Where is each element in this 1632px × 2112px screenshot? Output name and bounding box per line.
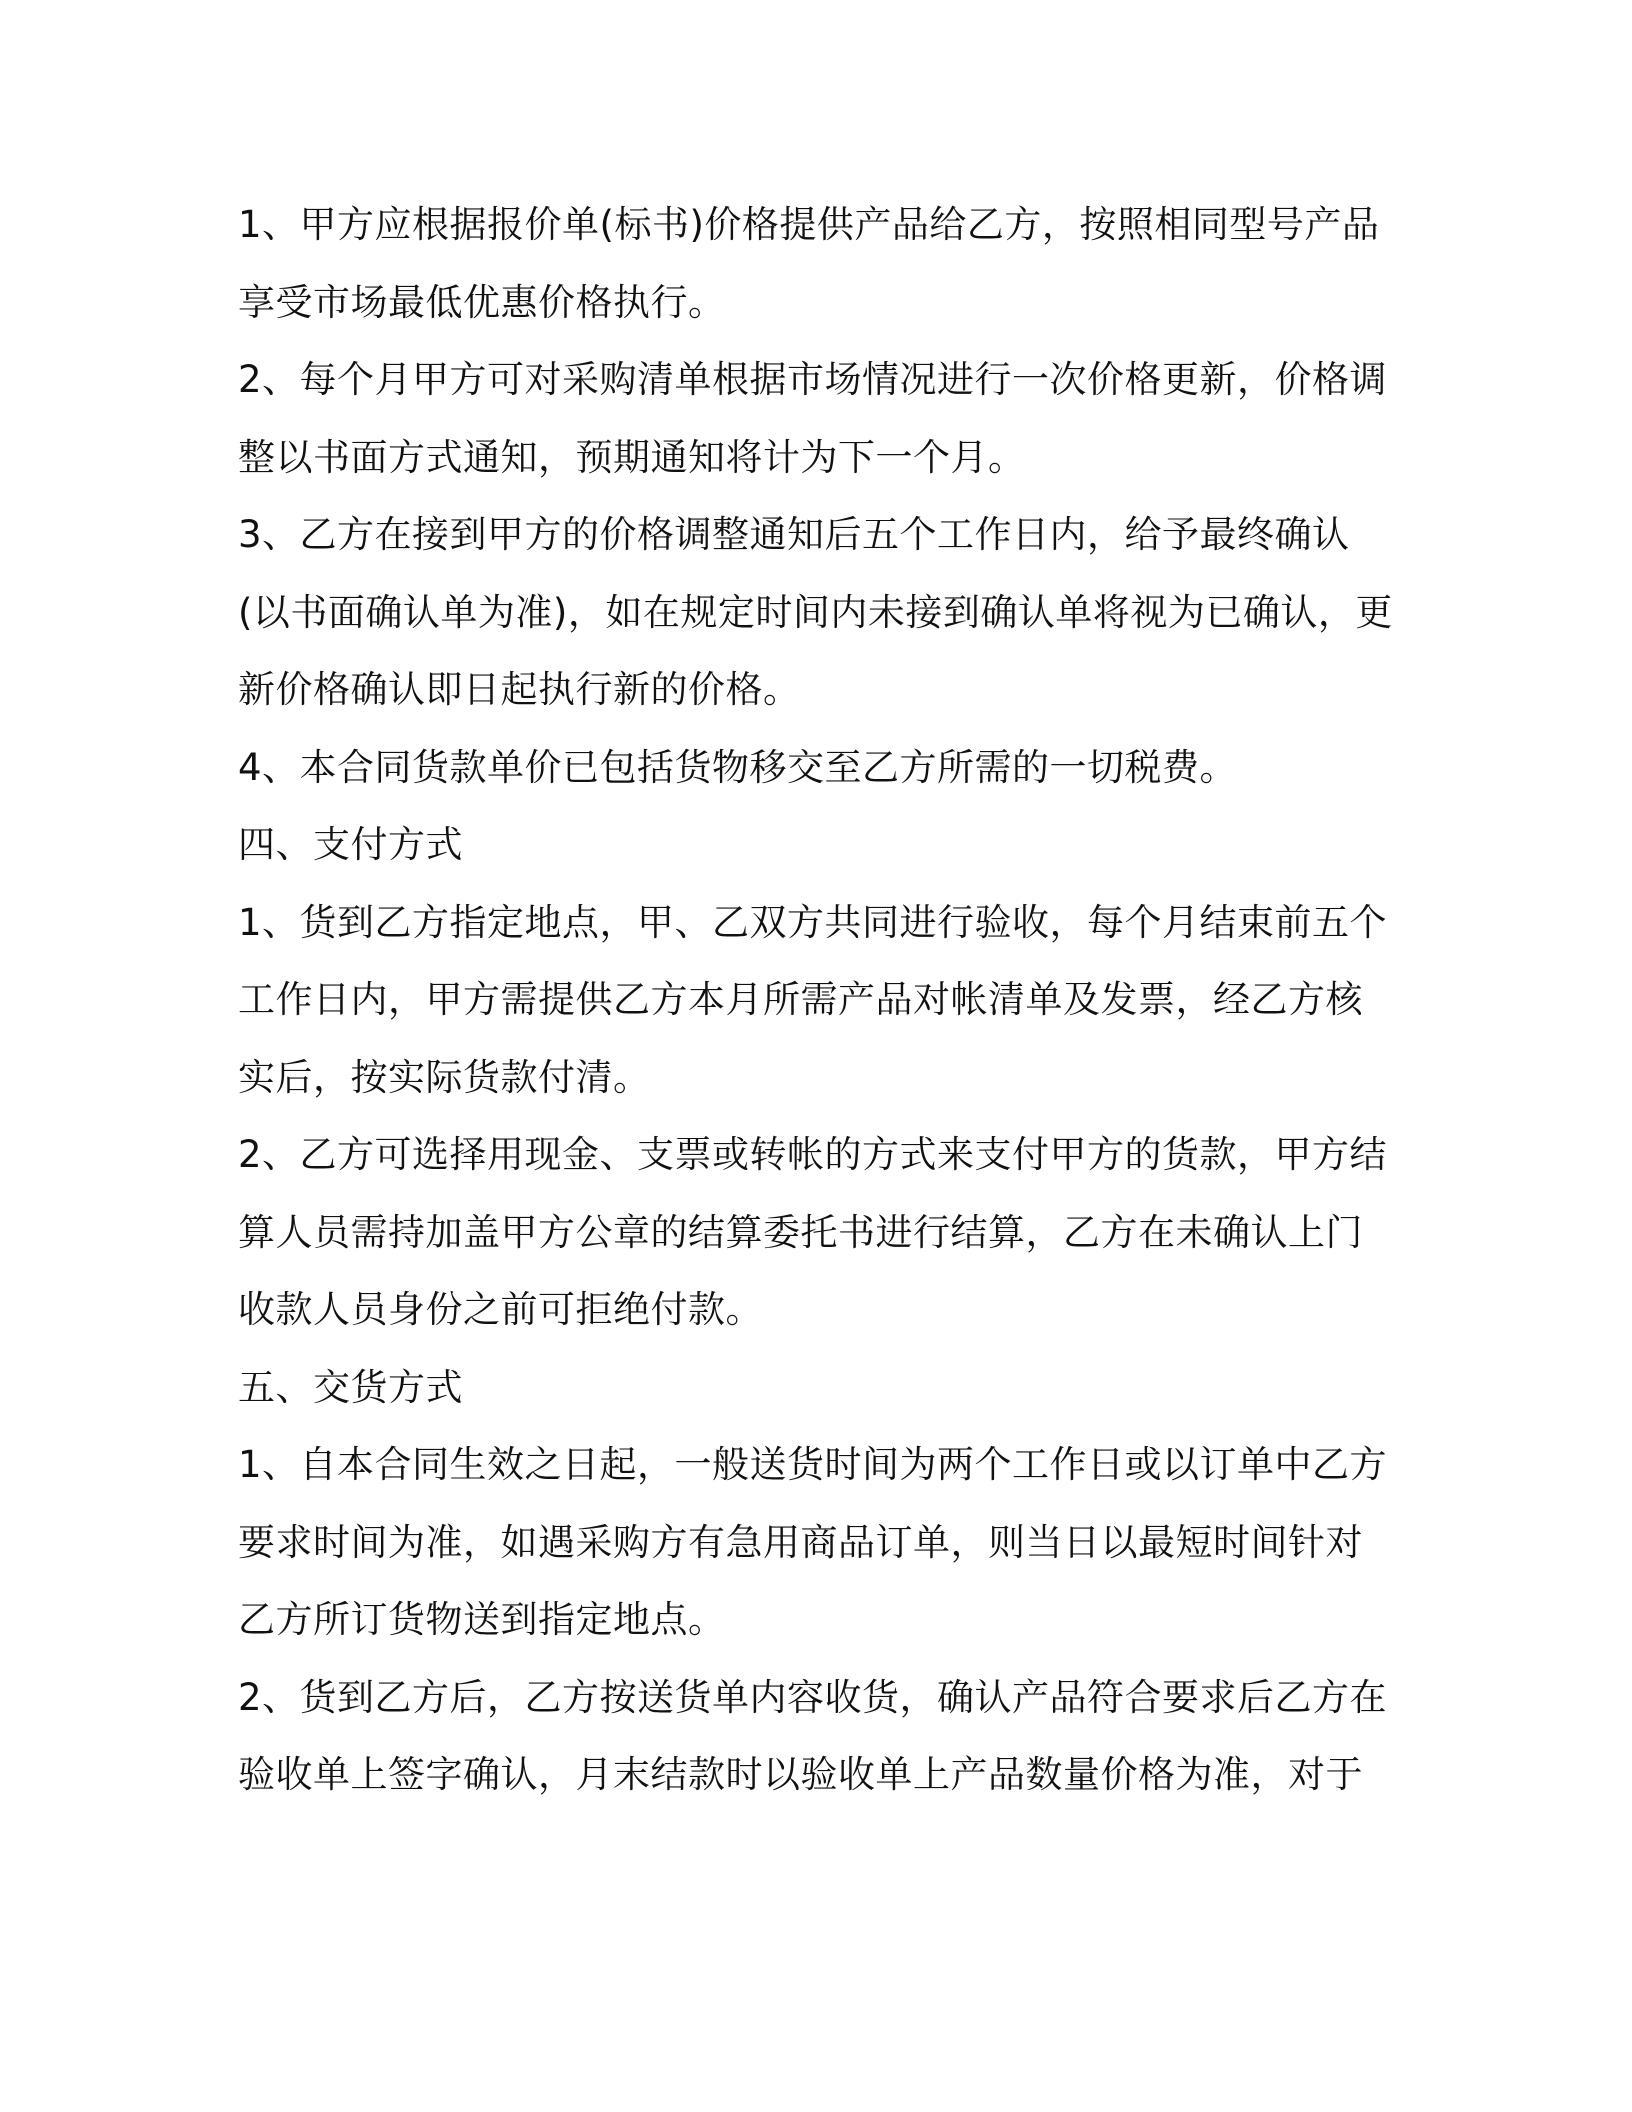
text-line: 算人员需持加盖甲方公章的结算委托书进行结算，乙方在未确认上门 xyxy=(238,1210,1363,1254)
text-line: 1、甲方应根据报价单(标书)价格提供产品给乙方，按照相同型号产品 xyxy=(238,203,1380,246)
section-heading: 四、支付方式 xyxy=(238,823,463,866)
text-line: 享受市场最低优惠价格执行。 xyxy=(238,280,726,324)
text-line: 4、本合同货款单价已包括货物移交至乙方所需的一切税费。 xyxy=(238,745,1238,789)
text-line: 3、乙方在接到甲方的价格调整通知后五个工作日内，给予最终确认 xyxy=(238,513,1350,556)
section-heading: 五、交货方式 xyxy=(238,1365,463,1409)
text-line: 验收单上签字确认，月末结款时以验收单上产品数量价格为准，对于 xyxy=(238,1753,1363,1796)
text-line: 1、自本合同生效之日起，一般送货时间为两个工作日或以订单中乙方 xyxy=(238,1443,1388,1486)
text-line: 2、货到乙方后，乙方按送货单内容收货，确认产品符合要求后乙方在 xyxy=(238,1675,1388,1719)
text-line: 要求时间为准，如遇采购方有急用商品订单，则当日以最短时间针对 xyxy=(238,1520,1363,1564)
text-line: 整以书面方式通知，预期通知将计为下一个月。 xyxy=(238,435,1026,479)
text-line: 工作日内，甲方需提供乙方本月所需产品对帐清单及发票，经乙方核 xyxy=(238,978,1363,1021)
text-line: 实后，按实际货款付清。 xyxy=(238,1055,651,1099)
document-body xyxy=(238,186,1398,1814)
text-line: 新价格确认即日起执行新的价格。 xyxy=(238,668,801,711)
text-line: 乙方所订货物送到指定地点。 xyxy=(238,1598,726,1641)
text-line: 2、每个月甲方可对采购清单根据市场情况进行一次价格更新，价格调 xyxy=(238,358,1388,401)
text-line: 1、货到乙方指定地点，甲、乙双方共同进行验收，每个月结束前五个 xyxy=(238,900,1388,944)
text-line: (以书面确认单为准)，如在规定时间内未接到确认单将视为已确认，更 xyxy=(238,590,1393,634)
text-line: 收款人员身份之前可拒绝付款。 xyxy=(238,1288,763,1331)
text-line: 2、乙方可选择用现金、支票或转帐的方式来支付甲方的货款，甲方结 xyxy=(238,1133,1388,1176)
